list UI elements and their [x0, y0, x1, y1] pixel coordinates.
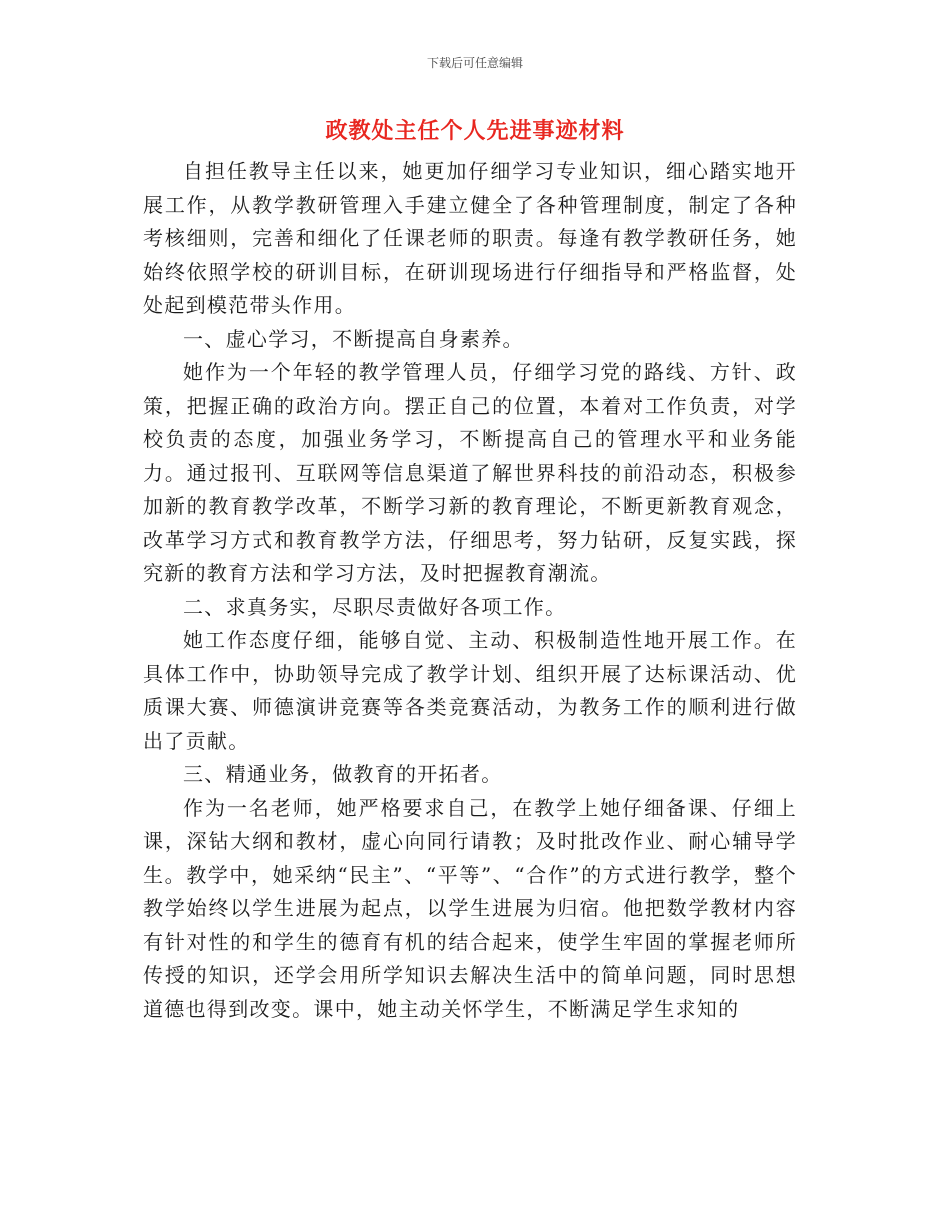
- section-2-paragraph: 她工作态度仔细，能够自觉、主动、积极制造性地开展工作。在具体工作中，协助领导完成了教学计划、组织开展了达标课活动、优质课大赛、师德演讲竞赛等各类竞赛活动，为教务工作的顺利进行做出了贡献。: [143, 628, 797, 753]
- section-1-paragraph: 她作为一个年轻的教学管理人员，仔细学习党的路线、方针、政策，把握正确的政治方向。摆正自己的位置，本着对工作负责，对学校负责的态度，加强业务学习，不断提高自己的管理水平和业务能力。通过报刊、互联网等信息渠道了解世界科技的前沿动态，积极参加新的教育教学改革，不断学习新的教育理论，不断更新教育观念，改革学习方式和教育教学方法，仔细思考，努力钻研，反复实践，探究新的教育方法和学习方法，及时把握教育潮流。: [143, 360, 797, 585]
- page-header-note: 下载后可任意编辑: [426, 56, 523, 70]
- document-title: 政教处主任个人先进事迹材料: [325, 118, 625, 144]
- section-heading-1: 一、虚心学习，不断提高自身素养。: [183, 326, 524, 351]
- intro-paragraph: 自担任教导主任以来，她更加仔细学习专业知识，细心踏实地开展工作，从教学教研管理入手建立健全了各种管理制度，制定了各种考核细则，完善和细化了任课老师的职责。每逢有教学教研任务，她始终依照学校的研训目标，在研训现场进行仔细指导和严格监督，处处起到模范带头作用。: [143, 159, 797, 317]
- section-heading-3: 三、精通业务，做教育的开拓者。: [183, 762, 503, 786]
- document-body: [143, 155, 797, 1026]
- section-3-paragraph: 作为一名老师，她严格要求自己，在教学上她仔细备课、仔细上课，深钻大纲和教材，虚心向同行请教；及时批改作业、耐心辅导学生。教学中，她采纳“民主”、“平等”、“合作”的方式进行教学，整个教学始终以学生进展为起点，以学生进展为归宿。他把数学教材内容有针对性的和学生的德育有机的结合起来，使学生牢固的掌握老师所传授的知识，还学会用所学知识去解决生活中的简单问题，同时思想道德也得到改变。课中，她主动关怀学生，不断满足学生求知的: [143, 795, 797, 1021]
- section-heading-2: 二、求真务实，尽职尽责做好各项工作。: [183, 594, 567, 619]
